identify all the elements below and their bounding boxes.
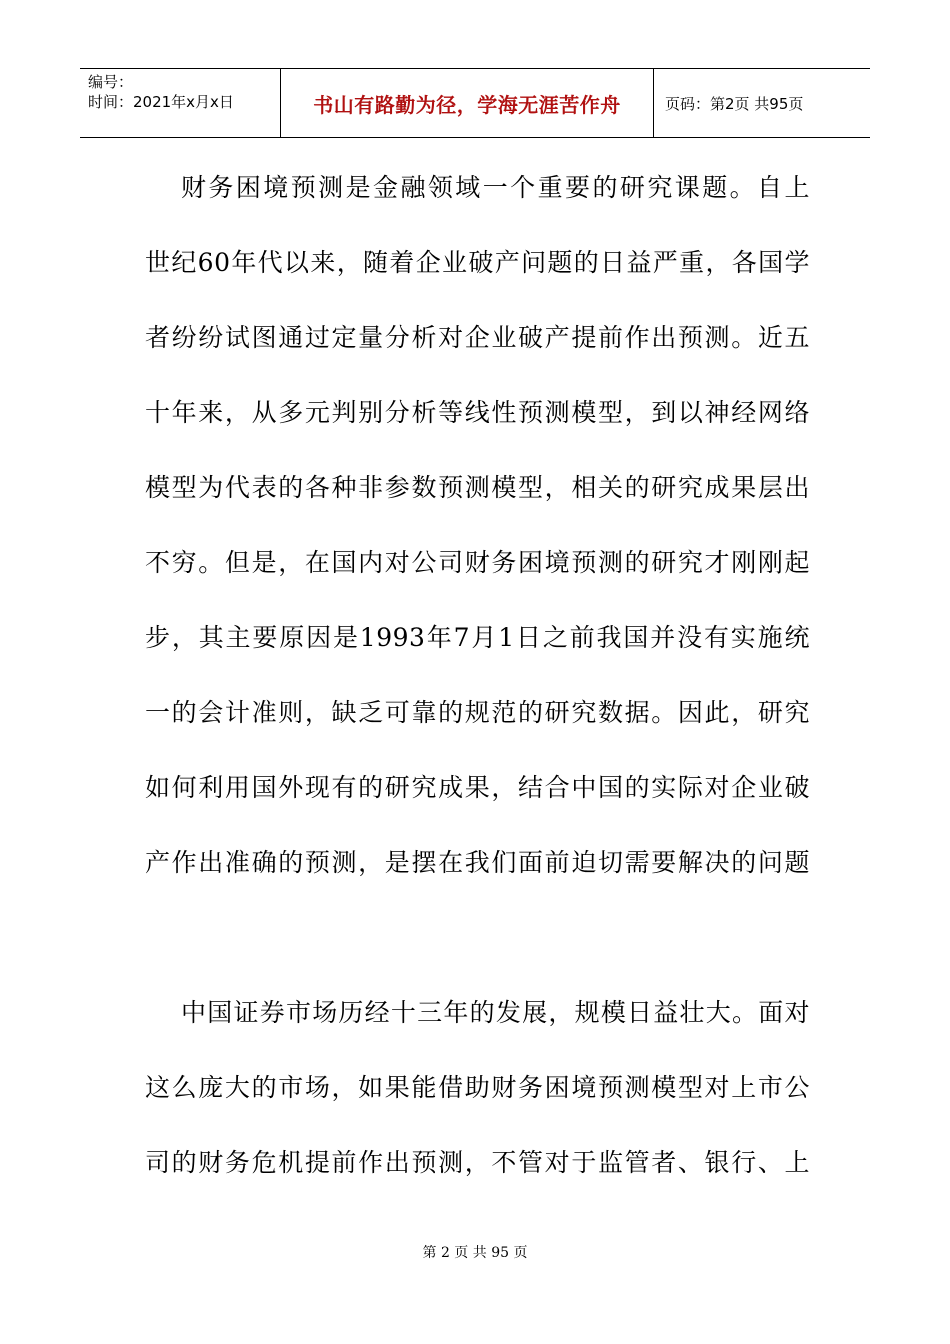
text-line: 这么庞大的市场，如果能借助财务困境预测模型对上市公: [145, 1073, 810, 1102]
text-line: 步，其主要原因是1993年7月1日之前我国并没有实施统: [145, 623, 810, 652]
paragraph-2: [145, 975, 810, 1200]
document-date-label: 时间：2021年x月x日: [88, 93, 234, 111]
header-page-info: 页码：第2页 共95页: [665, 94, 804, 113]
paragraph-1: [145, 150, 810, 900]
text-line: 者纷纷试图通过定量分析对企业破产提前作出预测。近五: [145, 323, 810, 352]
text-line: 如何利用国外现有的研究成果，结合中国的实际对企业破: [145, 773, 810, 802]
text-line: 世纪60年代以来，随着企业破产问题的日益严重，各国学: [145, 248, 810, 277]
text-line: 产作出准确的预测，是摆在我们面前迫切需要解决的问题: [145, 848, 810, 877]
text-line: 司的财务危机提前作出预测，不管对于监管者、银行、上: [145, 1148, 810, 1177]
text-line: 一的会计准则，缺乏可靠的规范的研究数据。因此，研究: [145, 698, 810, 727]
text-line: 中国证券市场历经十三年的发展，规模日益壮大。面对: [181, 998, 810, 1027]
header-page-cell: [653, 69, 870, 137]
header-motto: 书山有路勤为径，学海无涯苦作舟: [313, 92, 621, 117]
document-number-label: 编号：: [88, 73, 134, 91]
text-line: 财务困境预测是金融领域一个重要的研究课题。自上: [181, 173, 810, 202]
document-header: [80, 68, 870, 138]
header-meta-cell: [80, 69, 280, 137]
text-line: 模型为代表的各种非参数预测模型，相关的研究成果层出: [145, 473, 810, 502]
text-line: 十年来，从多元判别分析等线性预测模型，到以神经网络: [145, 398, 810, 427]
header-motto-cell: [280, 69, 654, 137]
paragraph-gap: [145, 900, 810, 975]
page-footer: 第 2 页 共 95 页: [422, 1245, 528, 1261]
document-body: [145, 150, 810, 1200]
text-line: 不穷。但是，在国内对公司财务困境预测的研究才刚刚起: [145, 548, 810, 577]
